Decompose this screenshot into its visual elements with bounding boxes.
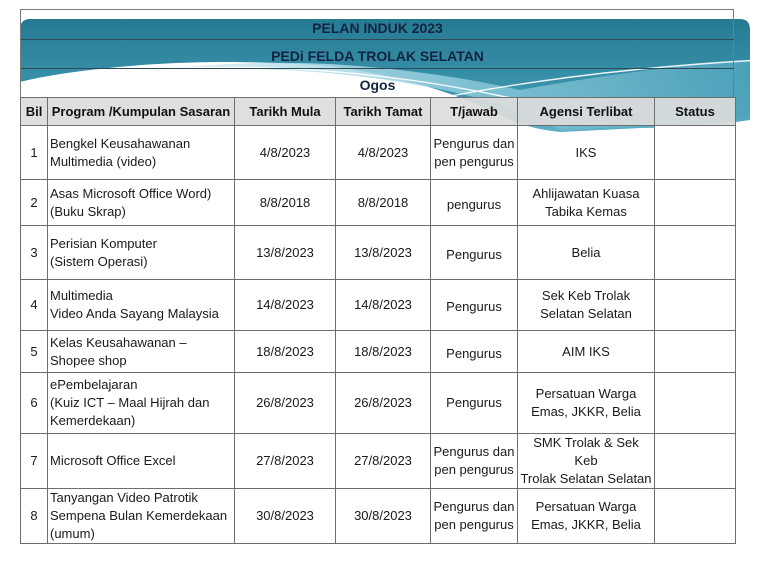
responsible-cell-line: Pengurus [446,246,502,262]
month-label: Ogos [359,77,396,93]
column-header-status: Status [655,98,736,126]
responsible-cell-line: Pengurus [446,345,502,361]
program-cell-line: Perisian Komputer [50,235,157,251]
agency-cell-line: Persatuan Warga [535,386,637,401]
end-date-cell: 14/8/2023 [336,280,431,331]
responsible-cell-line: Pengurus dan [433,135,515,151]
agency-cell [518,280,655,331]
program-cell-line: ePembelajaran [50,377,138,392]
agency-cell-line: Selatan Selatan [540,306,632,321]
agency-cell-line: Persatuan Warga [535,499,637,514]
program-cell-line: Shopee shop [50,352,127,368]
agency-cell-line: Emas, JKKR, Belia [531,517,641,532]
program-cell [48,126,235,180]
program-cell [48,226,235,280]
program-cell-line: Video Anda Sayang Malaysia [50,306,219,321]
table-row [21,373,736,434]
title-divider [21,39,734,40]
column-header-bil: Bil [21,98,48,126]
responsible-cell-line: Pengurus [446,395,502,410]
row-number: 7 [21,434,48,489]
responsible-cell [431,373,518,434]
agency-cell-line: SMK Trolak & Sek Keb [533,435,639,468]
table-row [21,126,736,180]
column-header-tjawab: T/jawab [431,98,518,126]
status-cell [655,373,736,434]
responsible-cell-line: pengurus [446,196,502,212]
agency-cell [518,331,655,373]
responsible-cell-line: pen pengurus [434,462,514,477]
agency-cell [518,373,655,434]
row-number: 1 [21,126,48,180]
responsible-cell [431,434,518,489]
title-divider [21,68,734,69]
row-number: 2 [21,180,48,226]
end-date-cell: 30/8/2023 [336,489,431,544]
end-date-cell: 18/8/2023 [336,331,431,373]
status-cell [655,489,736,544]
program-cell-line: Multimedia (video) [50,153,157,169]
agency-cell [518,126,655,180]
program-cell-line: Microsoft Office Excel [50,453,176,468]
table-row [21,489,736,544]
row-number: 6 [21,373,48,434]
program-cell-line: (umum) [50,526,95,541]
responsible-cell [431,489,518,544]
table-row [21,434,736,489]
program-cell-line: (Kuiz ICT – Maal Hijrah dan [50,395,210,410]
start-date-cell: 30/8/2023 [235,489,336,544]
agency-cell-line: Trolak Selatan Selatan [520,471,652,486]
program-cell-line: (Sistem Operasi) [50,253,148,269]
agency-cell [518,489,655,544]
start-date-cell: 14/8/2023 [235,280,336,331]
start-date-cell: 4/8/2023 [235,126,336,180]
agency-cell-line: Ahlijawatan Kuasa [532,185,640,201]
start-date-cell: 18/8/2023 [235,331,336,373]
program-cell-line: Tanyangan Video Patrotik [50,490,198,505]
agency-cell [518,180,655,226]
end-date-cell: 13/8/2023 [336,226,431,280]
agency-cell-line: Belia [571,244,601,260]
agency-cell-line: Sek Keb Trolak [541,288,631,303]
responsible-cell-line: Pengurus dan [433,499,515,514]
status-cell [655,226,736,280]
program-cell [48,434,235,489]
responsible-cell-line: pen pengurus [434,517,514,532]
row-number: 8 [21,489,48,544]
program-cell-line: (Buku Skrap) [50,203,126,219]
responsible-cell [431,280,518,331]
responsible-cell-line: pen pengurus [434,153,514,169]
start-date-cell: 8/8/2018 [235,180,336,226]
status-cell [655,280,736,331]
agency-cell [518,434,655,489]
responsible-cell [431,180,518,226]
status-cell [655,331,736,373]
column-header-tarikh-tamat: Tarikh Tamat [336,98,431,126]
responsible-cell-line: Pengurus dan [433,444,515,459]
column-header-tarikh-mula: Tarikh Mula [235,98,336,126]
agency-cell [518,226,655,280]
program-cell-line: Kemerdekaan) [50,413,136,428]
agency-cell-line: Tabika Kemas [545,203,627,219]
plan-table [20,97,736,544]
program-cell-line: Kelas Keusahawanan – [50,334,187,350]
responsible-cell [431,226,518,280]
start-date-cell: 26/8/2023 [235,373,336,434]
status-cell [655,434,736,489]
table-row [21,331,736,373]
table-row [21,180,736,226]
start-date-cell: 13/8/2023 [235,226,336,280]
responsible-cell [431,126,518,180]
end-date-cell: 26/8/2023 [336,373,431,434]
page-subtitle: PEDi FELDA TROLAK SELATAN [271,48,484,64]
column-header-agensi: Agensi Terlibat [518,98,655,126]
agency-cell-line: AIM IKS [562,343,610,359]
start-date-cell: 27/8/2023 [235,434,336,489]
page-title: PELAN INDUK 2023 [312,20,443,36]
program-cell-line: Asas Microsoft Office Word) [50,185,212,201]
end-date-cell: 27/8/2023 [336,434,431,489]
end-date-cell: 4/8/2023 [336,126,431,180]
status-cell [655,180,736,226]
end-date-cell: 8/8/2018 [336,180,431,226]
responsible-cell-line: Pengurus [446,299,502,314]
program-cell [48,373,235,434]
program-cell [48,331,235,373]
program-cell [48,280,235,331]
program-cell-line: Bengkel Keusahawanan [50,135,191,151]
table-row [21,226,736,280]
table-header-row [21,98,736,126]
agency-cell-line: Emas, JKKR, Belia [531,404,641,419]
program-cell [48,180,235,226]
column-header-program: Program /Kumpulan Sasaran [48,98,235,126]
row-number: 4 [21,280,48,331]
agency-cell-line: IKS [575,144,597,160]
program-cell-line: Sempena Bulan Kemerdekaan [50,508,228,523]
row-number: 5 [21,331,48,373]
program-cell [48,489,235,544]
table-row [21,280,736,331]
status-cell [655,126,736,180]
row-number: 3 [21,226,48,280]
responsible-cell [431,331,518,373]
program-cell-line: Multimedia [50,288,113,303]
